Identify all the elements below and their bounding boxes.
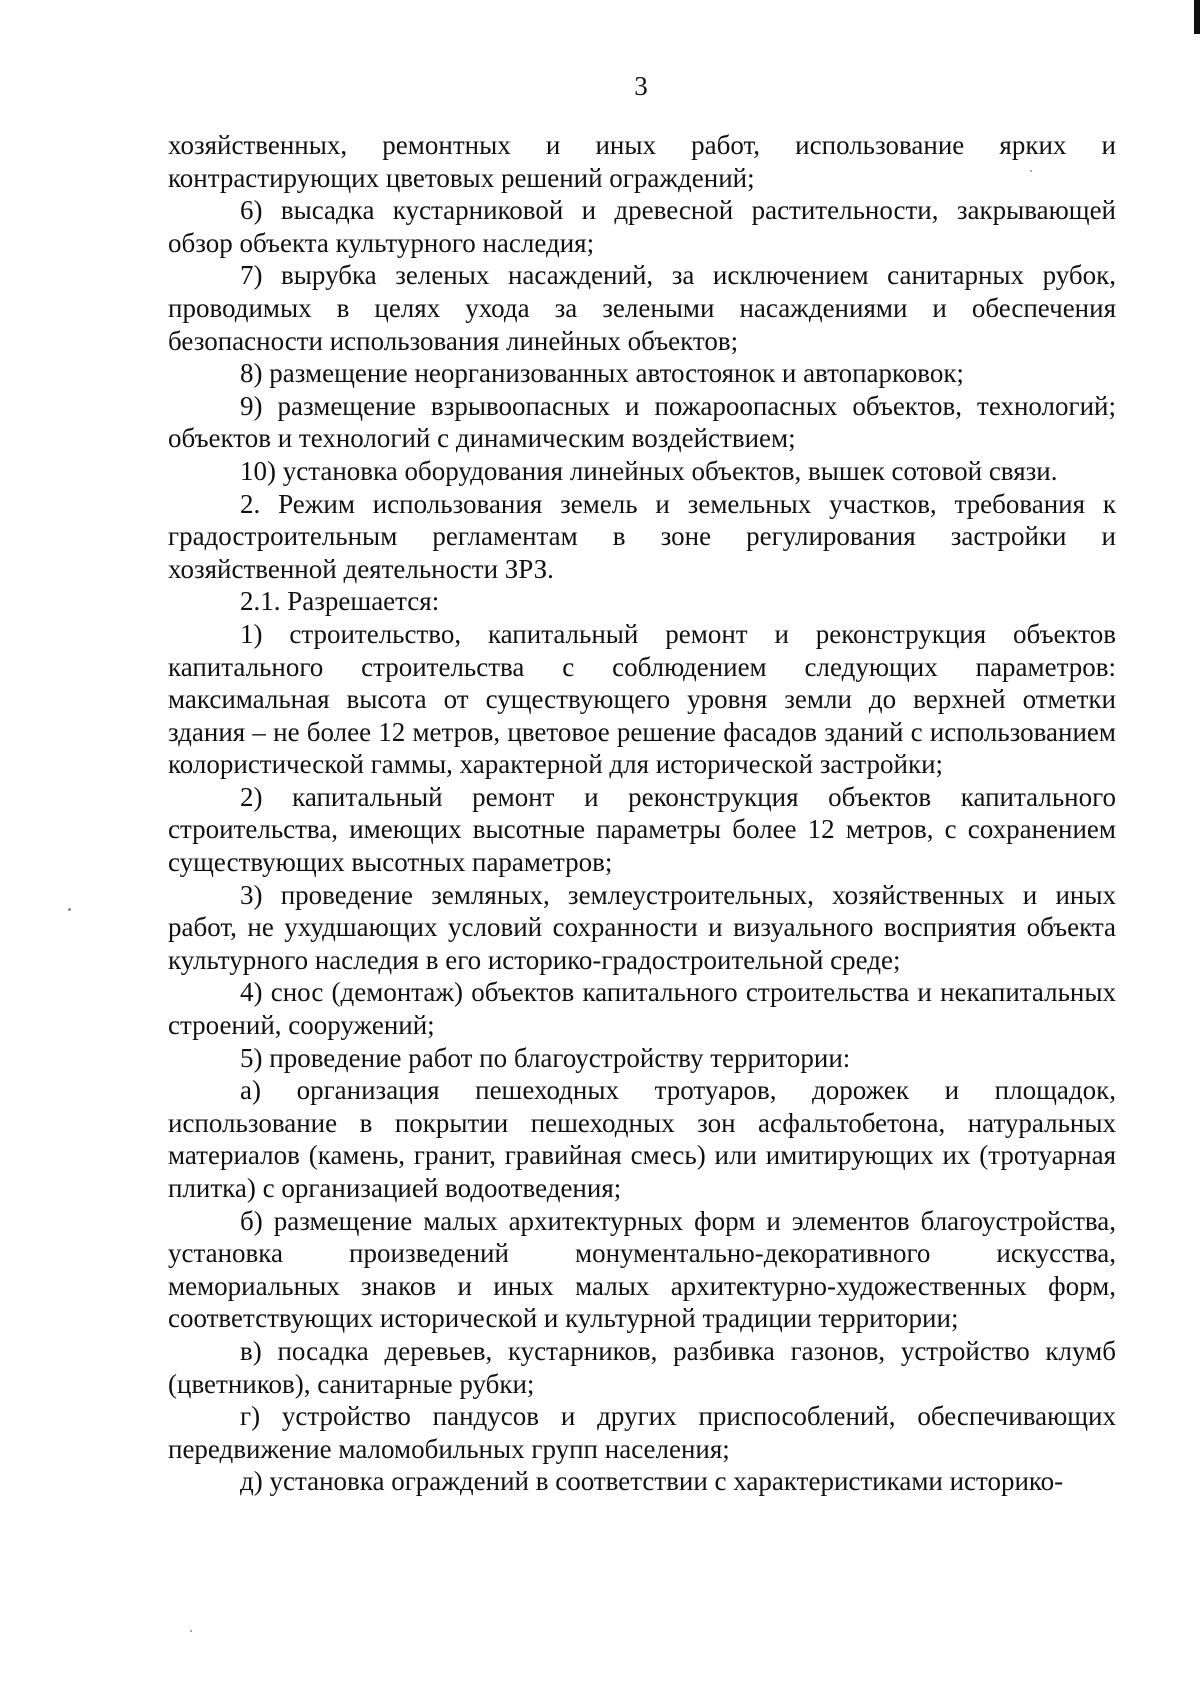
paragraph-subitem-v: в) посадка деревьев, кустарников, разбивка газонов, устройство клумб (цветников), санитарные рубки; [168, 1335, 1116, 1399]
paragraph-allowed-1: 1) строительство, капитальный ремонт и реконструкция объектов капитального строительства с соблюдением следующих параметров: максимальная высота от существующего уровня земли до верхней отметки здания – не более 12 метров, цветовое решение фасадов зданий с использованием колористической гаммы, характерной для исторической застройки; [168, 618, 1116, 780]
paragraph-section-2: 2. Режим использования земель и земельных участков, требования к градостроительным регламентам в зоне регулирования застройки и хозяйственной деятельности ЗРЗ. [168, 488, 1116, 584]
paragraph-allowed-4: 4) снос (демонтаж) объектов капитального строительства и некапитальных строений, сооружений; [168, 977, 1116, 1041]
paragraph-subitem-b: б) размещение малых архитектурных форм и элементов благоустройства, установка произведений монументально-декоративного искусства, мемориальных знаков и иных малых архитектурно-художественных форм, соответствующих исторической и культурной традиции территории; [168, 1205, 1116, 1334]
paragraph-allowed-5: 5) проведение работ по благоустройству территории: [240, 1042, 851, 1073]
paragraph-section-2-1: 2.1. Разрешается: [240, 586, 440, 617]
paragraph-subitem-g: г) устройство пандусов и других приспособлений, обеспечивающих передвижение маломобильных групп населения; [168, 1401, 1116, 1464]
paragraph-continuation: хозяйственных, ремонтных и иных работ, использование ярких и контрастирующих цветовых решений ограждений; [168, 130, 1116, 193]
paragraph-allowed-2: 2) капитальный ремонт и реконструкция объектов капитального строительства, имеющих высотные параметры более 12 метров, с сохранением существующих высотных параметров; [168, 781, 1116, 878]
scan-speck [190, 1630, 192, 1632]
paragraph-item-10: 10) установка оборудования линейных объектов, вышек сотовой связи. [240, 455, 1058, 486]
paragraph-item-7: 7) вырубка зеленых насаждений, за исключением санитарных рубок, проводимых в целях ухода за зелеными насаждениями и обеспечения безопасности использования линейных объектов; [168, 260, 1116, 356]
paragraph-item-9: 9) размещение взрывоопасных и пожароопасных объектов, технологий; объектов и технологий с динамическим воздействием; [168, 390, 1116, 454]
paragraph-allowed-3: 3) проведение земляных, землеустроительных, хозяйственных и иных работ, не ухудшающих условий сохранности и визуального восприятия объекта культурного наследия в его историко-градостроительной среде; [168, 879, 1116, 975]
paragraph-item-6: 6) высадка кустарниковой и древесной растительности, закрывающей обзор объекта культурного наследия; [168, 195, 1116, 258]
paragraph-item-8: 8) размещение неорганизованных автостоянок и автопарковок; [240, 358, 964, 389]
document-body [168, 129, 1116, 1498]
paragraph-subitem-a: а) организация пешеходных тротуаров, дорожек и площадок, использование в покрытии пешеходных зон асфальтобетона, натуральных материалов (камень, гранит, гравийная смесь) или имитирующих их (тротуарная плитка) с организацией водоотведения; [168, 1075, 1116, 1203]
paragraph-subitem-d: д) установка ограждений в соответствии с характеристиками историко- [240, 1466, 1064, 1497]
scan-speck [68, 908, 71, 911]
scan-edge-mark [1194, 0, 1200, 34]
page-number: 3 [634, 71, 648, 101]
